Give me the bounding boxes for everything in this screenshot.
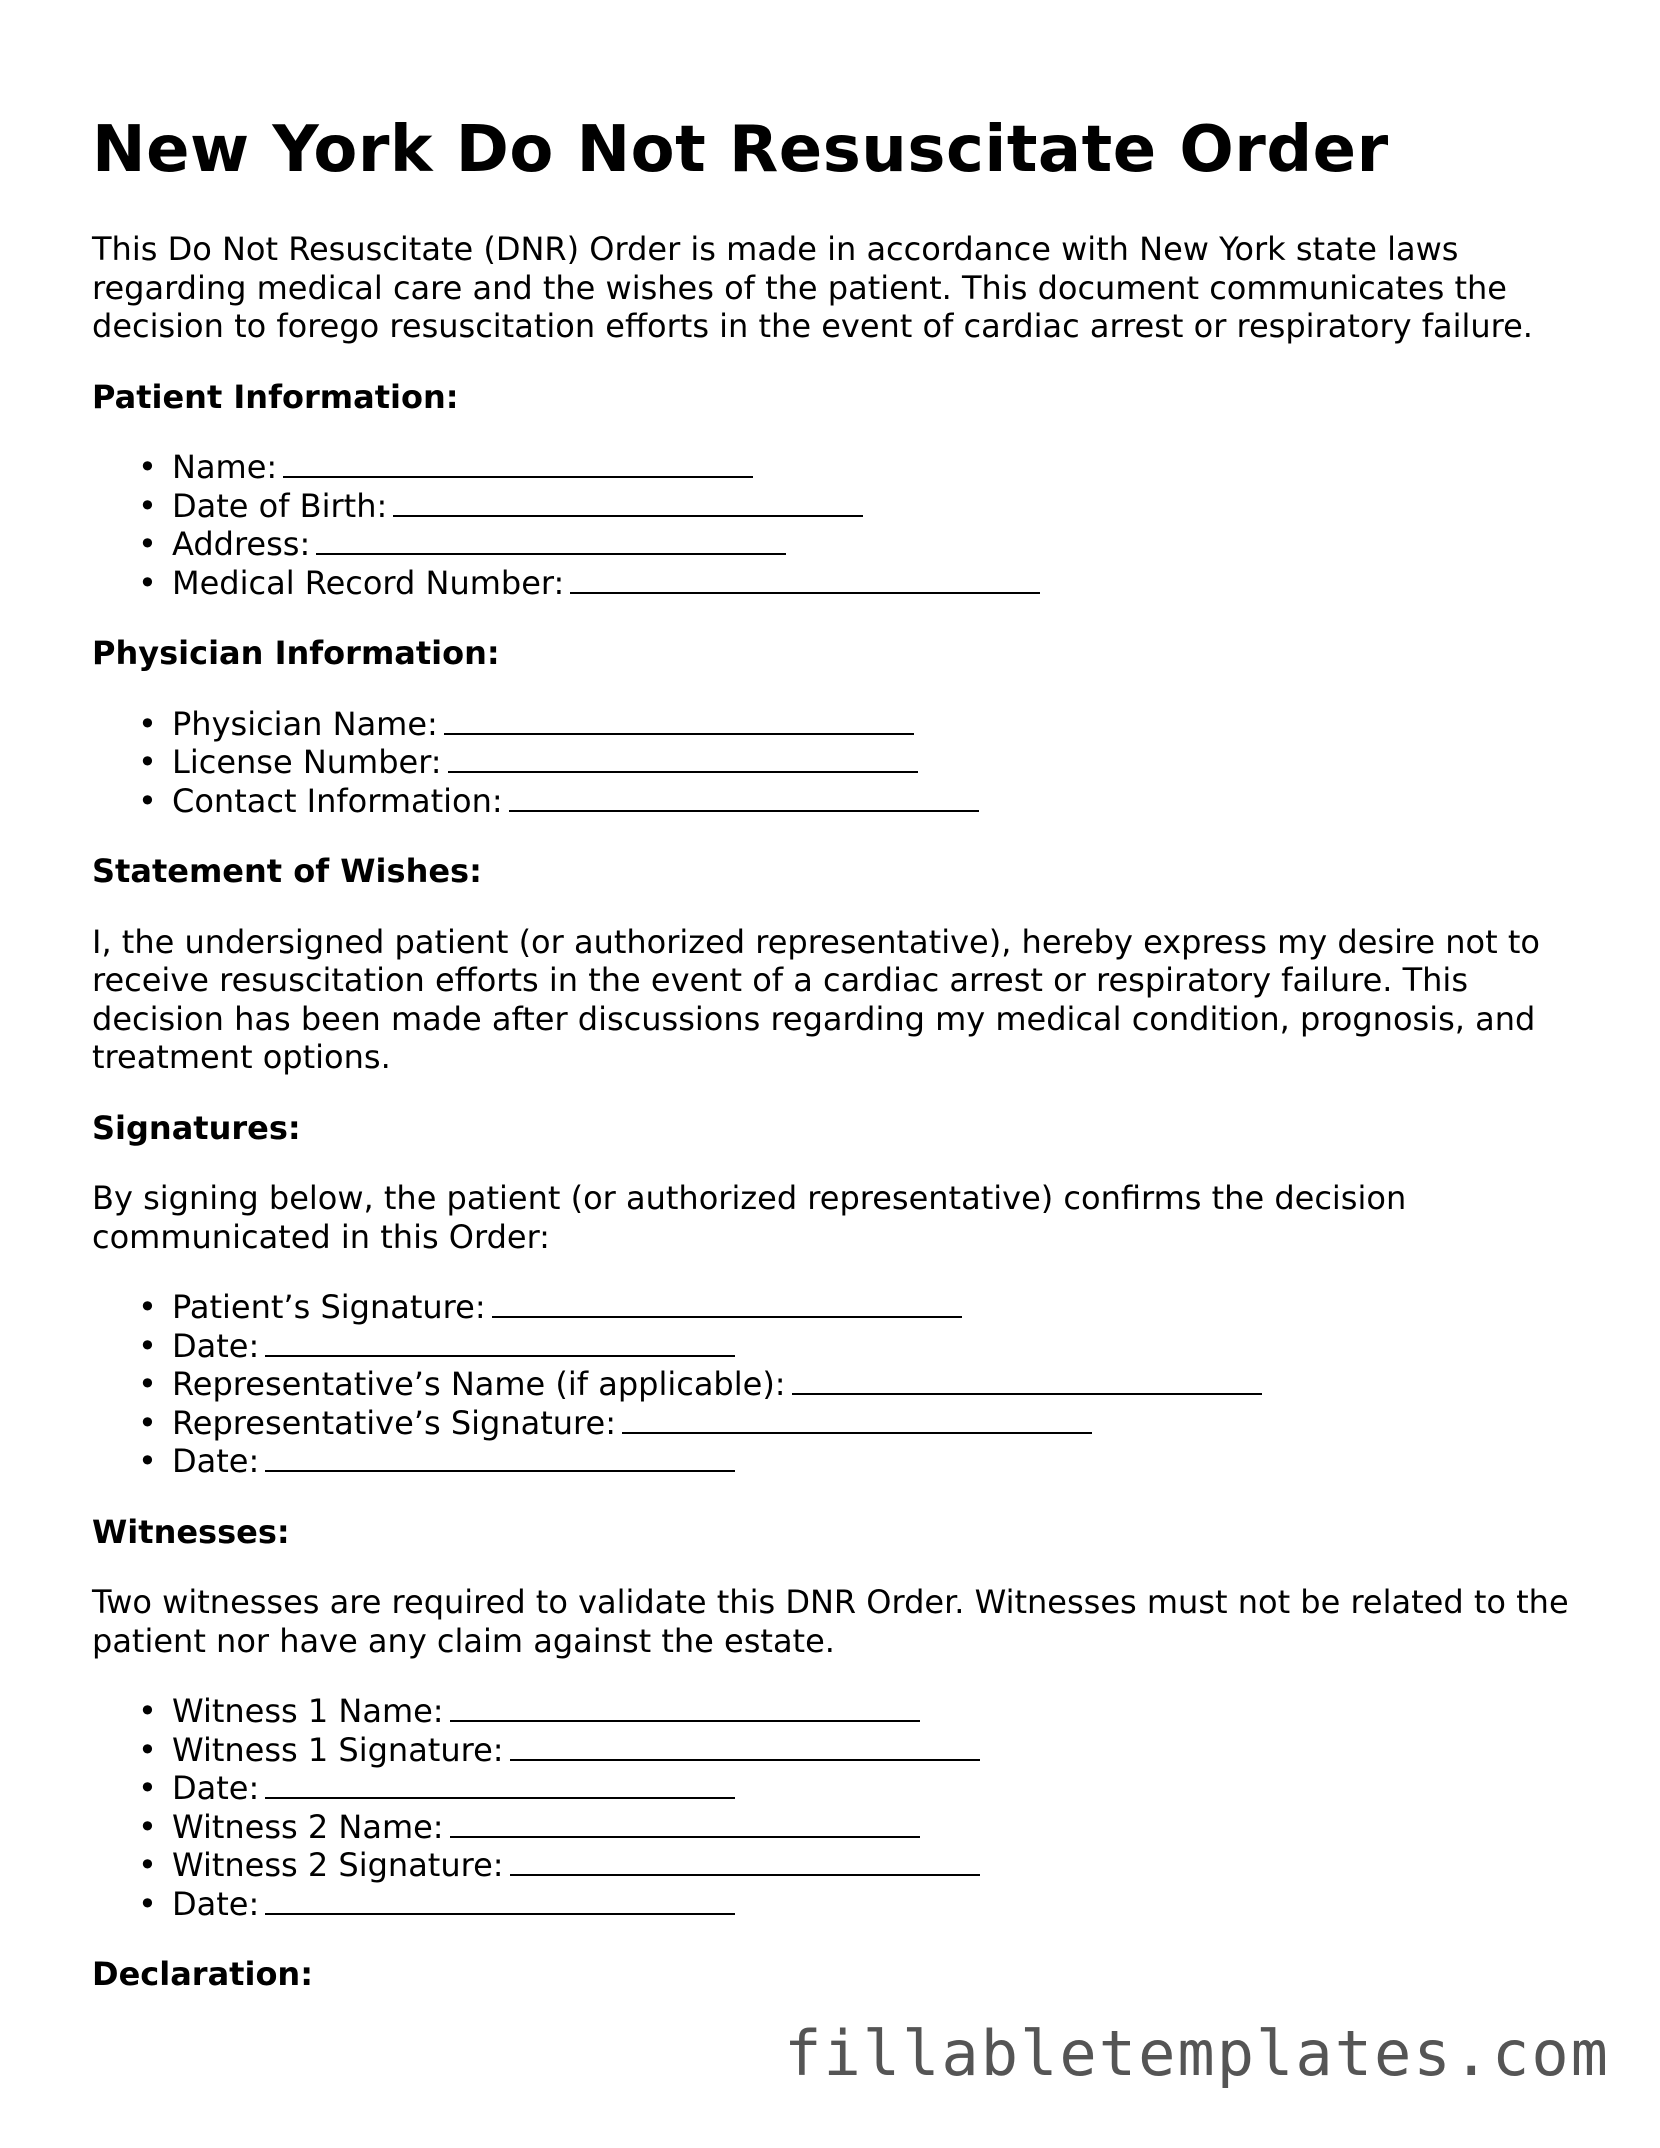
- field-date-of-birth: [92, 487, 1592, 526]
- field-label: Date:: [172, 1326, 260, 1365]
- bullet-icon: •: [138, 1884, 157, 1923]
- field-label: Physician Name:: [172, 704, 438, 743]
- field-label: Witness 1 Signature:: [172, 1730, 504, 1769]
- field-label: Address:: [172, 525, 311, 563]
- physician-fields: [92, 705, 1592, 821]
- field-physician-name: [92, 705, 1592, 744]
- field-patient-signature-date: [92, 1327, 1592, 1366]
- wishes-heading: Statement of Wishes:: [92, 852, 482, 890]
- document-page: [92, 112, 1592, 2026]
- field-label: License Number:: [172, 743, 442, 781]
- field-label: Witness 2 Signature:: [172, 1846, 504, 1884]
- bullet-icon: •: [138, 1846, 157, 1884]
- field-representative-signature-date: [92, 1442, 1592, 1481]
- fill-line[interactable]: [510, 1731, 980, 1761]
- fill-line[interactable]: [265, 1885, 735, 1915]
- field-address: [92, 525, 1592, 564]
- field-label: Patient’s Signature:: [172, 1288, 486, 1326]
- bullet-icon: •: [138, 1326, 157, 1365]
- bullet-icon: •: [138, 1403, 157, 1442]
- field-witness1-date: [92, 1769, 1592, 1808]
- bullet-icon: •: [138, 743, 157, 781]
- fill-line[interactable]: [450, 1808, 920, 1838]
- field-patient-signature: [92, 1288, 1592, 1327]
- bullet-icon: •: [138, 1365, 157, 1403]
- field-representative-signature: [92, 1404, 1592, 1443]
- field-contact-information: [92, 782, 1592, 821]
- field-witness2-name: [92, 1808, 1592, 1847]
- bullet-icon: •: [138, 781, 157, 820]
- intro-paragraph: This Do Not Resuscitate (DNR) Order is made in accordance with New York state laws regarding medical care and the wishes of the patient. This document communicates the decision to forego resuscitation efforts in the event of cardiac arrest or respiratory failure.: [92, 230, 1533, 345]
- fill-line[interactable]: [450, 1692, 920, 1722]
- bullet-icon: •: [138, 1730, 157, 1769]
- fill-line[interactable]: [622, 1404, 1092, 1434]
- fill-line[interactable]: [510, 1846, 980, 1876]
- field-label: Representative’s Name (if applicable):: [172, 1365, 786, 1403]
- field-label: Witness 2 Name:: [172, 1807, 444, 1846]
- witness-fields: [92, 1692, 1592, 1923]
- bullet-icon: •: [138, 448, 157, 486]
- declaration-heading: Declaration:: [92, 1955, 313, 1993]
- field-witness2-date: [92, 1885, 1592, 1924]
- field-label: Date of Birth:: [172, 486, 388, 525]
- signature-fields: [92, 1288, 1592, 1481]
- witnesses-heading: Witnesses:: [92, 1512, 290, 1551]
- field-label: Contact Information:: [172, 781, 503, 820]
- document-title: New York Do Not Resuscitate Order: [92, 113, 1389, 187]
- bullet-icon: •: [138, 704, 157, 743]
- bullet-icon: •: [138, 486, 157, 525]
- bullet-icon: •: [138, 1442, 157, 1480]
- field-witness1-name: [92, 1692, 1592, 1731]
- signatures-paragraph: By signing below, the patient (or authorized representative) confirms the decision communicated in this Order:: [92, 1179, 1407, 1256]
- fill-line[interactable]: [492, 1288, 962, 1318]
- fill-line[interactable]: [509, 782, 979, 812]
- bullet-icon: •: [138, 1769, 157, 1807]
- witnesses-paragraph: Two witnesses are required to validate this DNR Order. Witnesses must not be related to the patient nor have any claim against the estate.: [92, 1583, 1569, 1660]
- signatures-heading: Signatures:: [92, 1108, 301, 1147]
- field-label: Name:: [172, 448, 278, 486]
- patient-fields: [92, 448, 1592, 602]
- field-label: Witness 1 Name:: [172, 1692, 444, 1730]
- fill-line[interactable]: [265, 1327, 735, 1357]
- field-witness2-signature: [92, 1846, 1592, 1885]
- field-label: Representative’s Signature:: [172, 1403, 616, 1442]
- field-patient-name: [92, 448, 1592, 487]
- field-label: Date:: [172, 1769, 260, 1807]
- bullet-icon: •: [138, 1807, 157, 1846]
- field-label: Date:: [172, 1442, 260, 1480]
- fill-line[interactable]: [393, 487, 863, 517]
- bullet-icon: •: [138, 1692, 157, 1730]
- fill-line[interactable]: [283, 448, 753, 478]
- watermark: fillabletemplates.com: [784, 2017, 1610, 2090]
- field-witness1-signature: [92, 1731, 1592, 1770]
- fill-line[interactable]: [265, 1769, 735, 1799]
- bullet-icon: •: [138, 563, 157, 602]
- fill-line[interactable]: [792, 1365, 1262, 1395]
- field-label: Medical Record Number:: [172, 563, 565, 602]
- field-label: Date:: [172, 1884, 260, 1923]
- fill-line[interactable]: [570, 564, 1040, 594]
- fill-line[interactable]: [444, 705, 914, 735]
- field-representative-name: [92, 1365, 1592, 1404]
- field-license-number: [92, 743, 1592, 782]
- field-medical-record-number: [92, 564, 1592, 603]
- wishes-paragraph: I, the undersigned patient (or authorized representative), hereby express my desire not to receive resuscitation efforts in the event of a cardiac arrest or respiratory failure. This decision has been made after discussions regarding my medical condition, prognosis, and treatment options.: [92, 922, 1540, 1076]
- fill-line[interactable]: [316, 525, 786, 555]
- patient-heading: Patient Information:: [92, 377, 459, 416]
- bullet-icon: •: [138, 1288, 157, 1326]
- fill-line[interactable]: [448, 743, 918, 773]
- bullet-icon: •: [138, 525, 157, 563]
- physician-heading: Physician Information:: [92, 634, 500, 672]
- fill-line[interactable]: [265, 1442, 735, 1472]
